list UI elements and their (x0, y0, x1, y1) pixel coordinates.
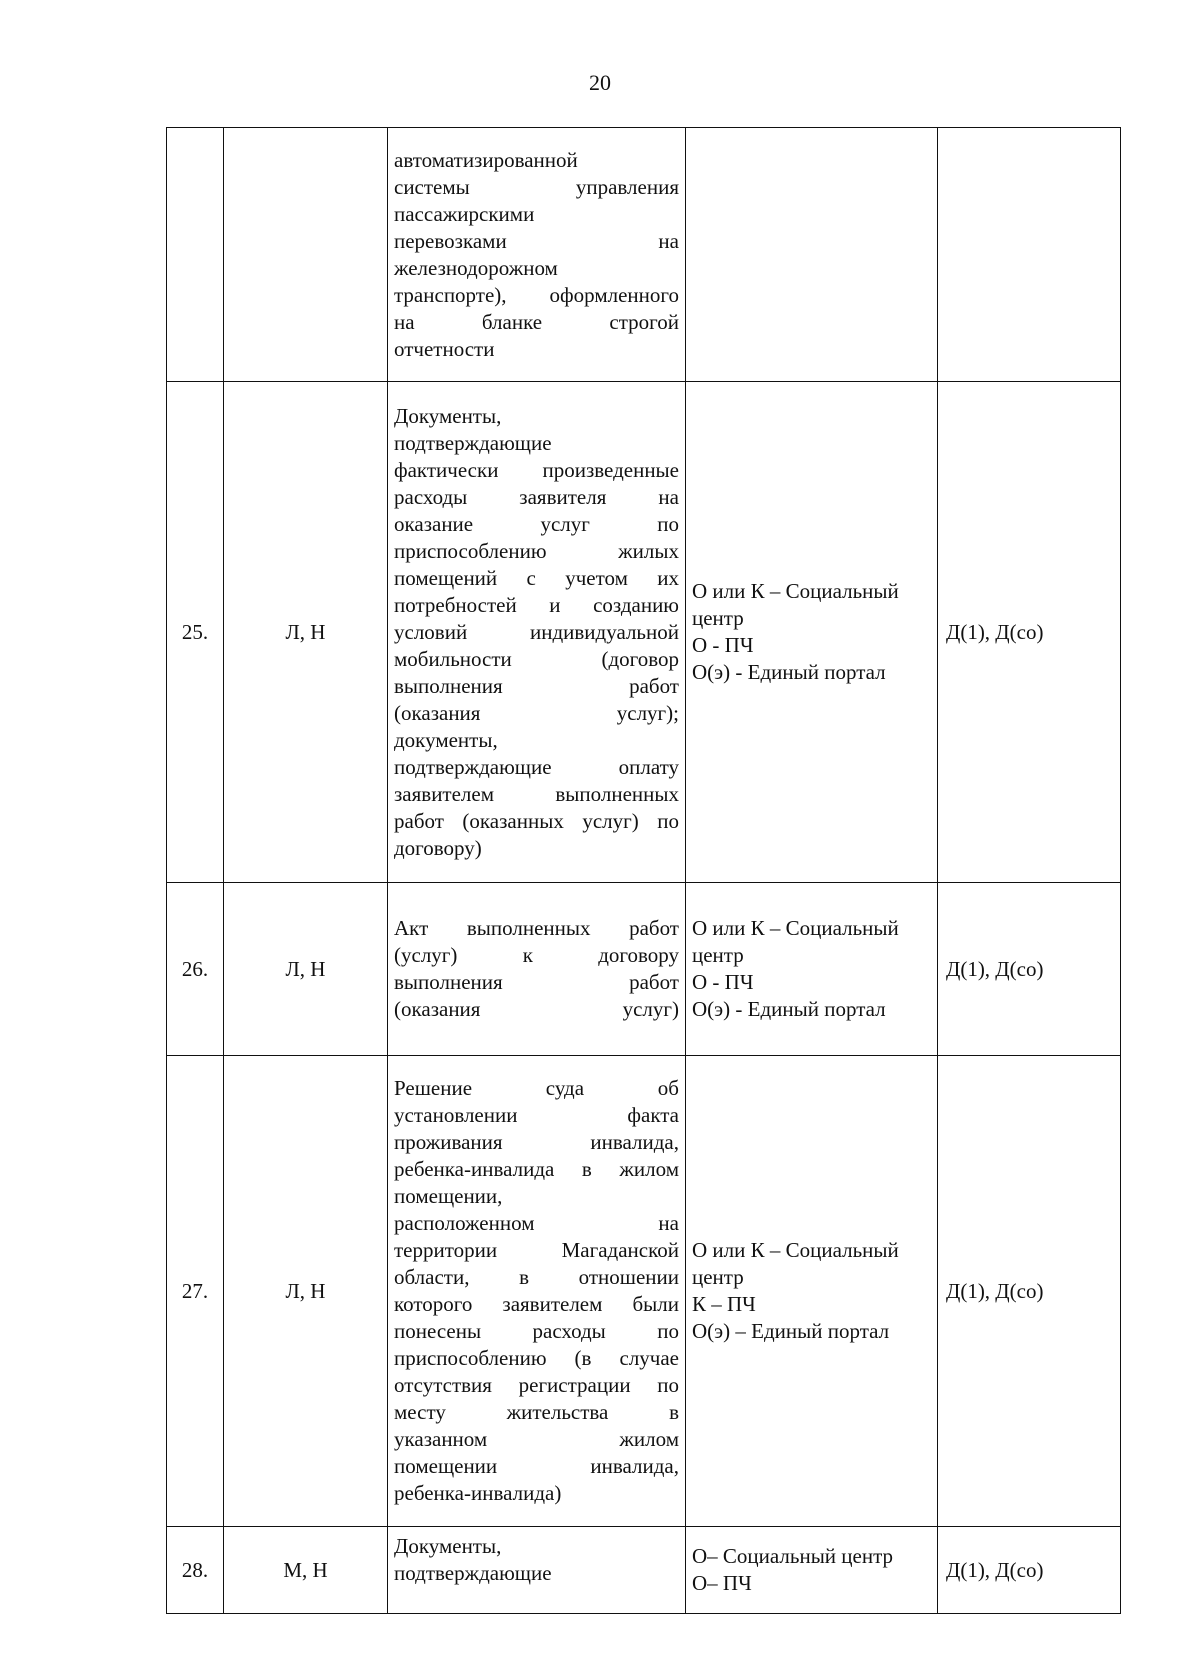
source-cell (686, 128, 938, 382)
description-line: мобильности (договор (394, 646, 679, 671)
description-line: Документы, (394, 1534, 502, 1558)
source-line: центр (692, 943, 744, 967)
description-line: отсутствия регистрации по (394, 1373, 679, 1397)
description-line: приспособлению жилых (394, 538, 679, 563)
page-number: 20 (589, 70, 611, 95)
description-cell (388, 1056, 686, 1527)
description-line: отчетности (394, 336, 495, 361)
description-line: системы управления (394, 174, 679, 199)
source-line: О(э) - Единый портал (692, 660, 886, 684)
result-cell: Д(1), Д(со) (938, 1527, 1121, 1614)
description-line: помещении, (394, 1184, 503, 1208)
description-line: (оказания услуг) (394, 997, 679, 1021)
description-line: подтверждающие оплату (394, 754, 679, 779)
description-line: условий индивидуальной (394, 619, 679, 644)
result-cell: Д(1), Д(со) (938, 883, 1121, 1056)
source-line: О(э) – Единый портал (692, 1319, 890, 1343)
source-cell (686, 1527, 938, 1614)
row-number-cell: 26. (167, 883, 224, 1056)
description-cell (388, 382, 686, 883)
description-line: пассажирскими (394, 201, 535, 226)
source-line: центр (692, 1265, 744, 1289)
description-line: фактически произведенные (394, 457, 679, 482)
row-number-cell: 28. (167, 1527, 224, 1614)
description-line: Решение суда об (394, 1076, 679, 1100)
source-line: О(э) - Единый портал (692, 997, 886, 1021)
description-line: железнодорожном (394, 255, 558, 280)
row-number-cell: 25. (167, 382, 224, 883)
source-line: О– Социальный центр (692, 1544, 894, 1568)
source-cell (686, 1056, 938, 1527)
category-cell (224, 128, 388, 382)
result-cell (938, 128, 1121, 382)
description-line: подтверждающие (394, 1561, 552, 1585)
table-row (167, 1527, 1121, 1614)
table-row (167, 382, 1121, 883)
source-line: О - ПЧ (692, 970, 754, 994)
table-row (167, 1056, 1121, 1527)
description-line: расходы заявителя на (394, 484, 679, 509)
category-cell: Л, Н (224, 883, 388, 1056)
description-line: перевозками на (394, 228, 679, 253)
source-cell (686, 382, 938, 883)
description-cell (388, 1527, 686, 1614)
description-line: расположенном на (394, 1211, 679, 1235)
result-cell: Д(1), Д(со) (938, 1056, 1121, 1527)
source-line: О или К – Социальный (692, 916, 899, 940)
description-line: понесены расходы по (394, 1319, 679, 1343)
description-line: проживания инвалида, (394, 1130, 679, 1154)
description-line: ребенка-инвалида) (394, 1481, 562, 1505)
description-line: потребностей и созданию (394, 592, 679, 617)
table-row (167, 883, 1121, 1056)
description-line: транспорте), оформленного (394, 282, 679, 307)
category-cell: Л, Н (224, 382, 388, 883)
source-line: центр (692, 606, 744, 630)
description-line: выполнения работ (394, 970, 679, 994)
description-line: (услуг) к договору (394, 943, 679, 967)
description-line: Акт выполненных работ (394, 916, 679, 940)
source-line: О– ПЧ (692, 1571, 752, 1595)
description-line: ребенка-инвалида в жилом (394, 1157, 679, 1181)
description-line: установлении факта (394, 1103, 679, 1127)
table-row (167, 128, 1121, 382)
description-line: которого заявителем были (394, 1292, 679, 1316)
description-line: на бланке строгой (394, 309, 679, 334)
description-line: (оказания услуг); (394, 700, 679, 725)
description-line: выполнения работ (394, 673, 679, 698)
row-number-cell: 27. (167, 1056, 224, 1527)
description-line: указанном жилом (394, 1427, 679, 1451)
description-line: автоматизированной (394, 147, 578, 172)
description-line: договору) (394, 835, 482, 860)
source-line: О или К – Социальный (692, 579, 899, 603)
description-line: Документы, (394, 403, 502, 428)
description-line: подтверждающие (394, 430, 552, 455)
description-line: помещений с учетом их (394, 565, 679, 590)
category-cell: М, Н (224, 1527, 388, 1614)
table-body (167, 128, 1121, 1614)
result-cell: Д(1), Д(со) (938, 382, 1121, 883)
description-cell (388, 883, 686, 1056)
description-line: работ (оказанных услуг) по (394, 808, 679, 833)
row-number-cell (167, 128, 224, 382)
description-line: территории Магаданской (394, 1238, 679, 1262)
description-line: области, в отношении (394, 1265, 679, 1289)
source-cell (686, 883, 938, 1056)
source-line: О или К – Социальный (692, 1238, 899, 1262)
documents-table (166, 127, 1121, 1614)
description-line: заявителем выполненных (394, 781, 679, 806)
source-line: О - ПЧ (692, 633, 754, 657)
description-cell (388, 128, 686, 382)
description-line: приспособлению (в случае (394, 1346, 679, 1370)
description-line: месту жительства в (394, 1400, 679, 1424)
description-line: документы, (394, 727, 498, 752)
category-cell: Л, Н (224, 1056, 388, 1527)
description-line: оказание услуг по (394, 511, 679, 536)
description-line: помещении инвалида, (394, 1454, 679, 1478)
source-line: К – ПЧ (692, 1292, 756, 1316)
